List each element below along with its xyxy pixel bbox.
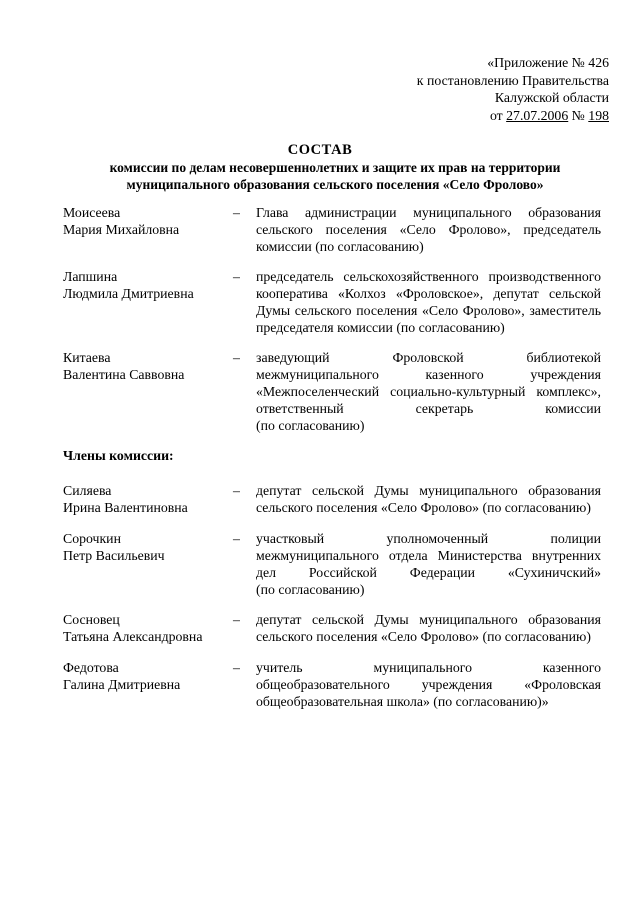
subtitle-line: муниципального образования сельского поселения «Село Фролово»: [126, 177, 544, 192]
person-role: [256, 204, 601, 255]
person-surname: Китаева: [63, 350, 111, 365]
dash-separator: –: [233, 350, 240, 365]
person-role: [256, 482, 601, 516]
person-name: [63, 530, 233, 564]
appendix-line-2: к постановлению Правительства: [416, 72, 609, 88]
role-line: (по согласованию): [256, 418, 365, 433]
person-name: [63, 204, 233, 238]
document-title: СОСТАВ: [287, 142, 353, 158]
role-line: сельского поселения «Село Фролово» (по согласованию): [256, 629, 591, 644]
role-line: «Межпоселенческий социально-культурный комплекс»,: [256, 384, 601, 399]
role-line: председателя комиссии (по согласованию): [256, 320, 505, 335]
role-line: сельского поселения «Село Фролово» (по согласованию): [256, 500, 591, 515]
role-line: комиссии (по согласованию): [256, 239, 424, 254]
person-name: [63, 659, 233, 693]
role-line: межмуниципального казенного учреждения: [256, 367, 601, 382]
person-given-names: Петр Васильевич: [63, 548, 165, 563]
person-name: [63, 268, 233, 302]
person-surname: Федотова: [63, 660, 119, 675]
dash-separator: –: [233, 483, 240, 498]
appendix-line-1: «Приложение № 426: [487, 55, 609, 70]
person-name: [63, 482, 233, 516]
person-given-names: Мария Михайловна: [63, 222, 180, 237]
role-line: депутат сельской Думы муниципального образования: [256, 612, 601, 627]
person-role: [256, 530, 601, 598]
appendix-line-3: Калужской области: [494, 90, 609, 105]
person-surname: Сосновец: [63, 612, 120, 627]
role-line: (по согласованию): [256, 582, 365, 597]
appendix-date-line: [417, 107, 609, 125]
appendix-number: 198: [588, 107, 609, 123]
role-line: ответственный секретарь комиссии: [256, 401, 601, 416]
role-line: Думы сельского поселения «Село Фролово», заместитель: [256, 303, 601, 318]
role-line: участковый уполномоченный полиции: [256, 531, 601, 546]
appendix-header: [417, 54, 609, 124]
role-line: заведующий Фроловской библиотекой: [256, 350, 601, 365]
person-role: [256, 349, 601, 434]
dash-separator: –: [233, 660, 240, 675]
appendix-number-prefix: №: [568, 107, 589, 123]
person-given-names: Людмила Дмитриевна: [63, 286, 194, 301]
role-line: Глава администрации муниципального образования: [256, 205, 601, 220]
person-name: [63, 349, 233, 383]
role-line: сельского поселения «Село Фролово», председатель: [256, 222, 601, 237]
role-line: кооператива «Колхоз «Фроловское», депутат сельской: [256, 286, 601, 301]
role-line: общеобразовательного учреждения «Фроловская: [256, 677, 601, 692]
members-heading: Члены комиссии:: [63, 448, 174, 463]
person-surname: Силяева: [63, 483, 112, 498]
dash-separator: –: [233, 612, 240, 627]
person-surname: Сорочкин: [63, 531, 121, 546]
appendix-date: 27.07.2006: [506, 107, 569, 123]
person-surname: Лапшина: [63, 269, 118, 284]
role-line: межмуниципального отдела Министерства внутренних: [256, 548, 601, 563]
role-line: дел Российской Федерации «Сухиничский»: [256, 565, 601, 580]
dash-separator: –: [233, 531, 240, 546]
person-surname: Моисеева: [63, 205, 121, 220]
role-line: учитель муниципального казенного: [256, 660, 601, 675]
role-line: председатель сельскохозяйственного производственного: [256, 269, 601, 284]
role-line: депутат сельской Думы муниципального образования: [256, 483, 601, 498]
person-given-names: Ирина Валентиновна: [63, 500, 188, 515]
appendix-date-prefix: от: [489, 107, 507, 123]
subtitle-line: комиссии по делам несовершеннолетних и защите их прав на территории: [109, 160, 561, 175]
person-role: [256, 659, 601, 710]
person-given-names: Валентина Саввовна: [63, 367, 185, 382]
role-line: общеобразовательная школа» (по согласованию)»: [256, 694, 549, 709]
person-role: [256, 611, 601, 645]
person-name: [63, 611, 233, 645]
dash-separator: –: [233, 269, 240, 284]
document-subtitle: [90, 159, 580, 193]
person-role: [256, 268, 601, 336]
dash-separator: –: [233, 205, 240, 220]
person-given-names: Галина Дмитриевна: [63, 677, 181, 692]
person-given-names: Татьяна Александровна: [63, 629, 203, 644]
